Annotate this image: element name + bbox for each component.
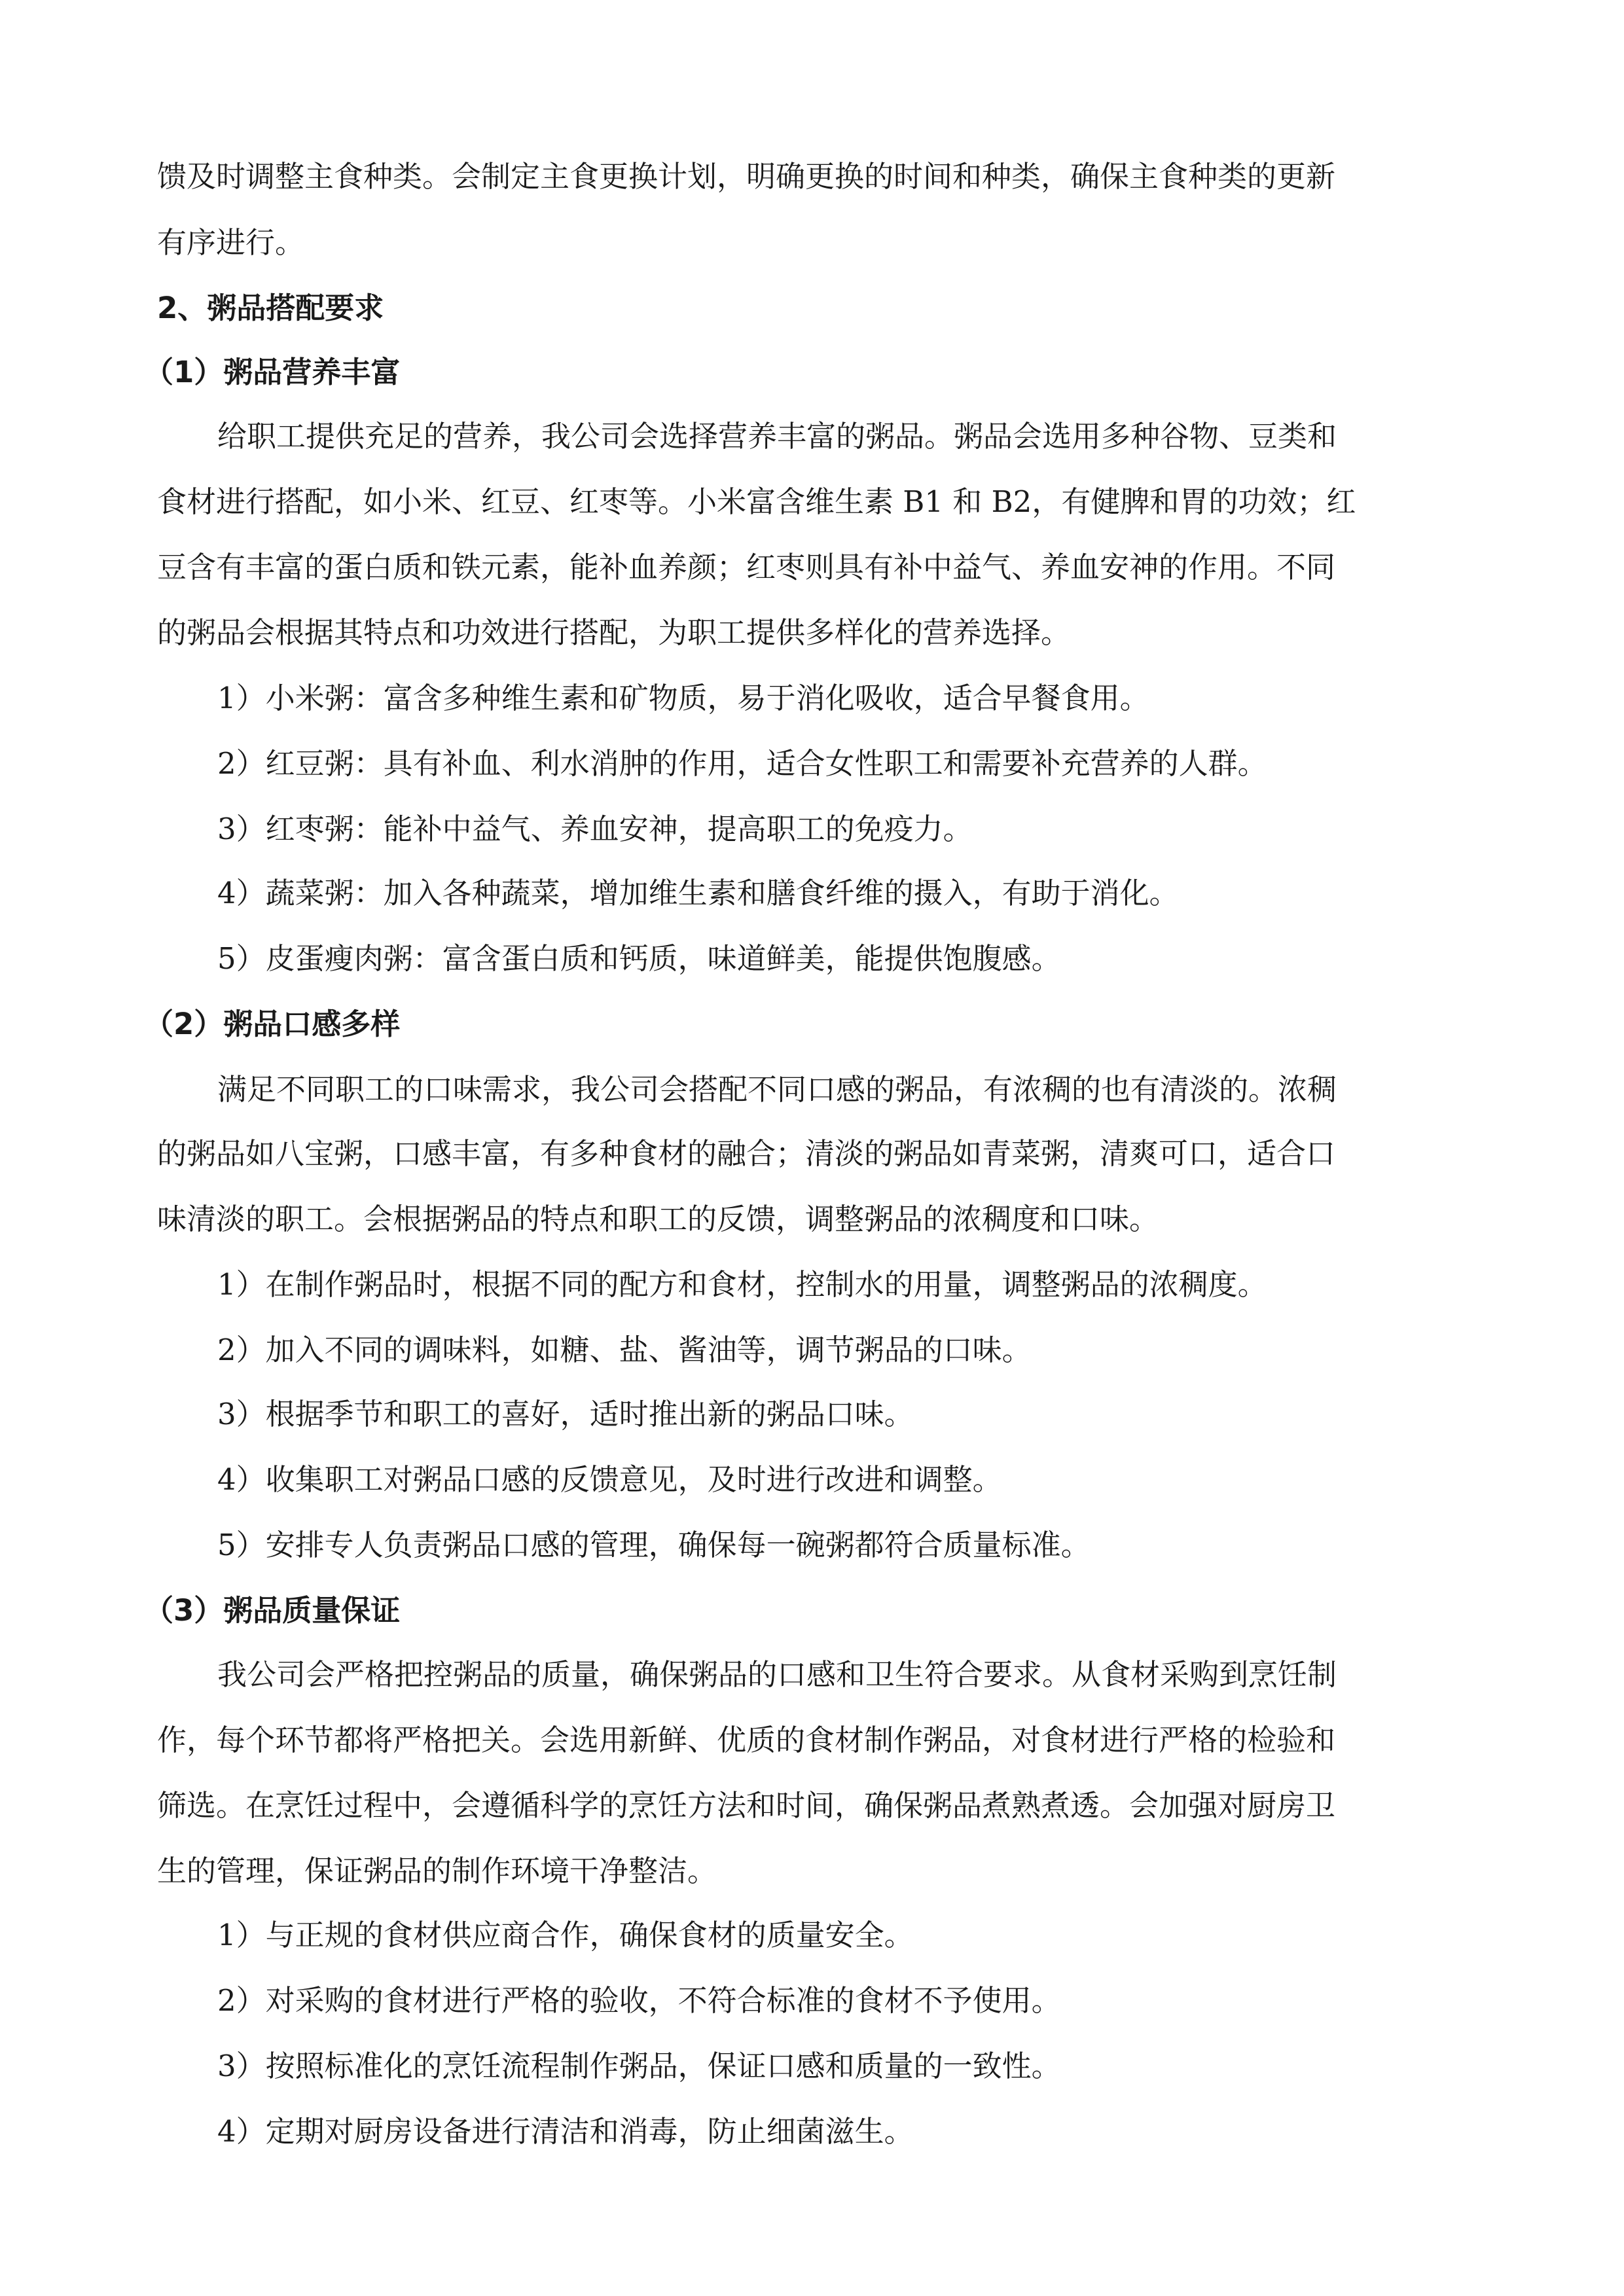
list-item: 3）按照标准化的烹饪流程制作粥品，保证口感和质量的一致性。: [217, 2049, 1061, 2083]
paragraph-line: 味清淡的职工。会根据粥品的特点和职工的反馈，调整粥品的浓稠度和口味。: [157, 1202, 1159, 1236]
list-item: 4）定期对厨房设备进行清洁和消毒，防止细菌滋生。: [217, 2114, 914, 2149]
paragraph-line: 食材进行搭配，如小米、红豆、红枣等。小米富含维生素 B1 和 B2，有健脾和胃的功效；红: [157, 484, 1356, 519]
list-item: 1）在制作粥品时，根据不同的配方和食材，控制水的用量，调整粥品的浓稠度。: [217, 1267, 1267, 1302]
list-item: 1）小米粥：富含多种维生素和矿物质，易于消化吸收，适合早餐食用。: [217, 681, 1149, 715]
paragraph-line: 的粥品会根据其特点和功效进行搭配，为职工提供多样化的营养选择。: [157, 615, 1071, 650]
paragraph-line: 生的管理，保证粥品的制作环境干净整洁。: [157, 1854, 717, 1888]
list-item: 5）安排专人负责粥品口感的管理，确保每一碗粥都符合质量标准。: [217, 1528, 1091, 1562]
list-item: 3）红枣粥：能补中益气、养血安神，提高职工的免疫力。: [217, 812, 973, 846]
text-line: 馈及时调整主食种类。会制定主食更换计划，明确更换的时间和种类，确保主食种类的更新: [157, 159, 1336, 194]
list-item: 2）红豆粥：具有补血、利水消肿的作用，适合女性职工和需要补充营养的人群。: [217, 746, 1267, 781]
section-heading: 2、粥品搭配要求: [157, 291, 384, 325]
list-item: 4）蔬菜粥：加入各种蔬菜，增加维生素和膳食纤维的摄入，有助于消化。: [217, 876, 1179, 910]
paragraph-line: 满足不同职工的口味需求，我公司会搭配不同口感的粥品，有浓稠的也有清淡的。浓稠: [217, 1072, 1337, 1107]
paragraph-line: 给职工提供充足的营养，我公司会选择营养丰富的粥品。粥品会选用多种谷物、豆类和: [217, 419, 1337, 454]
list-item: 1）与正规的食材供应商合作，确保食材的质量安全。: [217, 1918, 914, 1952]
list-item: 4）收集职工对粥品口感的反馈意见，及时进行改进和调整。: [217, 1462, 1002, 1497]
subsection-title: （1）粥品营养丰富: [144, 355, 401, 389]
paragraph-line: 筛选。在烹饪过程中，会遵循科学的烹饪方法和时间，确保粥品煮熟煮透。会加强对厨房卫: [157, 1788, 1336, 1823]
list-item: 5）皮蛋瘦肉粥：富含蛋白质和钙质，味道鲜美，能提供饱腹感。: [217, 941, 1061, 976]
paragraph-line: 豆含有丰富的蛋白质和铁元素，能补血养颜；红枣则具有补中益气、养血安神的作用。不同: [157, 550, 1336, 584]
paragraph-line: 我公司会严格把控粥品的质量，确保粥品的口感和卫生符合要求。从食材采购到烹饪制: [217, 1657, 1337, 1692]
paragraph-line: 作，每个环节都将严格把关。会选用新鲜、优质的食材制作粥品，对食材进行严格的检验和: [157, 1723, 1336, 1757]
list-item: 2）加入不同的调味料，如糖、盐、酱油等，调节粥品的口味。: [217, 1333, 1032, 1367]
subsection-title: （2）粥品口感多样: [144, 1007, 401, 1041]
text-line: 有序进行。: [157, 225, 305, 260]
list-item: 2）对采购的食材进行严格的验收，不符合标准的食材不予使用。: [217, 1983, 1061, 2018]
paragraph-line: 的粥品如八宝粥，口感丰富，有多种食材的融合；清淡的粥品如青菜粥，清爽可口，适合口: [157, 1136, 1336, 1171]
subsection-title: （3）粥品质量保证: [144, 1593, 401, 1628]
list-item: 3）根据季节和职工的喜好，适时推出新的粥品口味。: [217, 1397, 914, 1431]
